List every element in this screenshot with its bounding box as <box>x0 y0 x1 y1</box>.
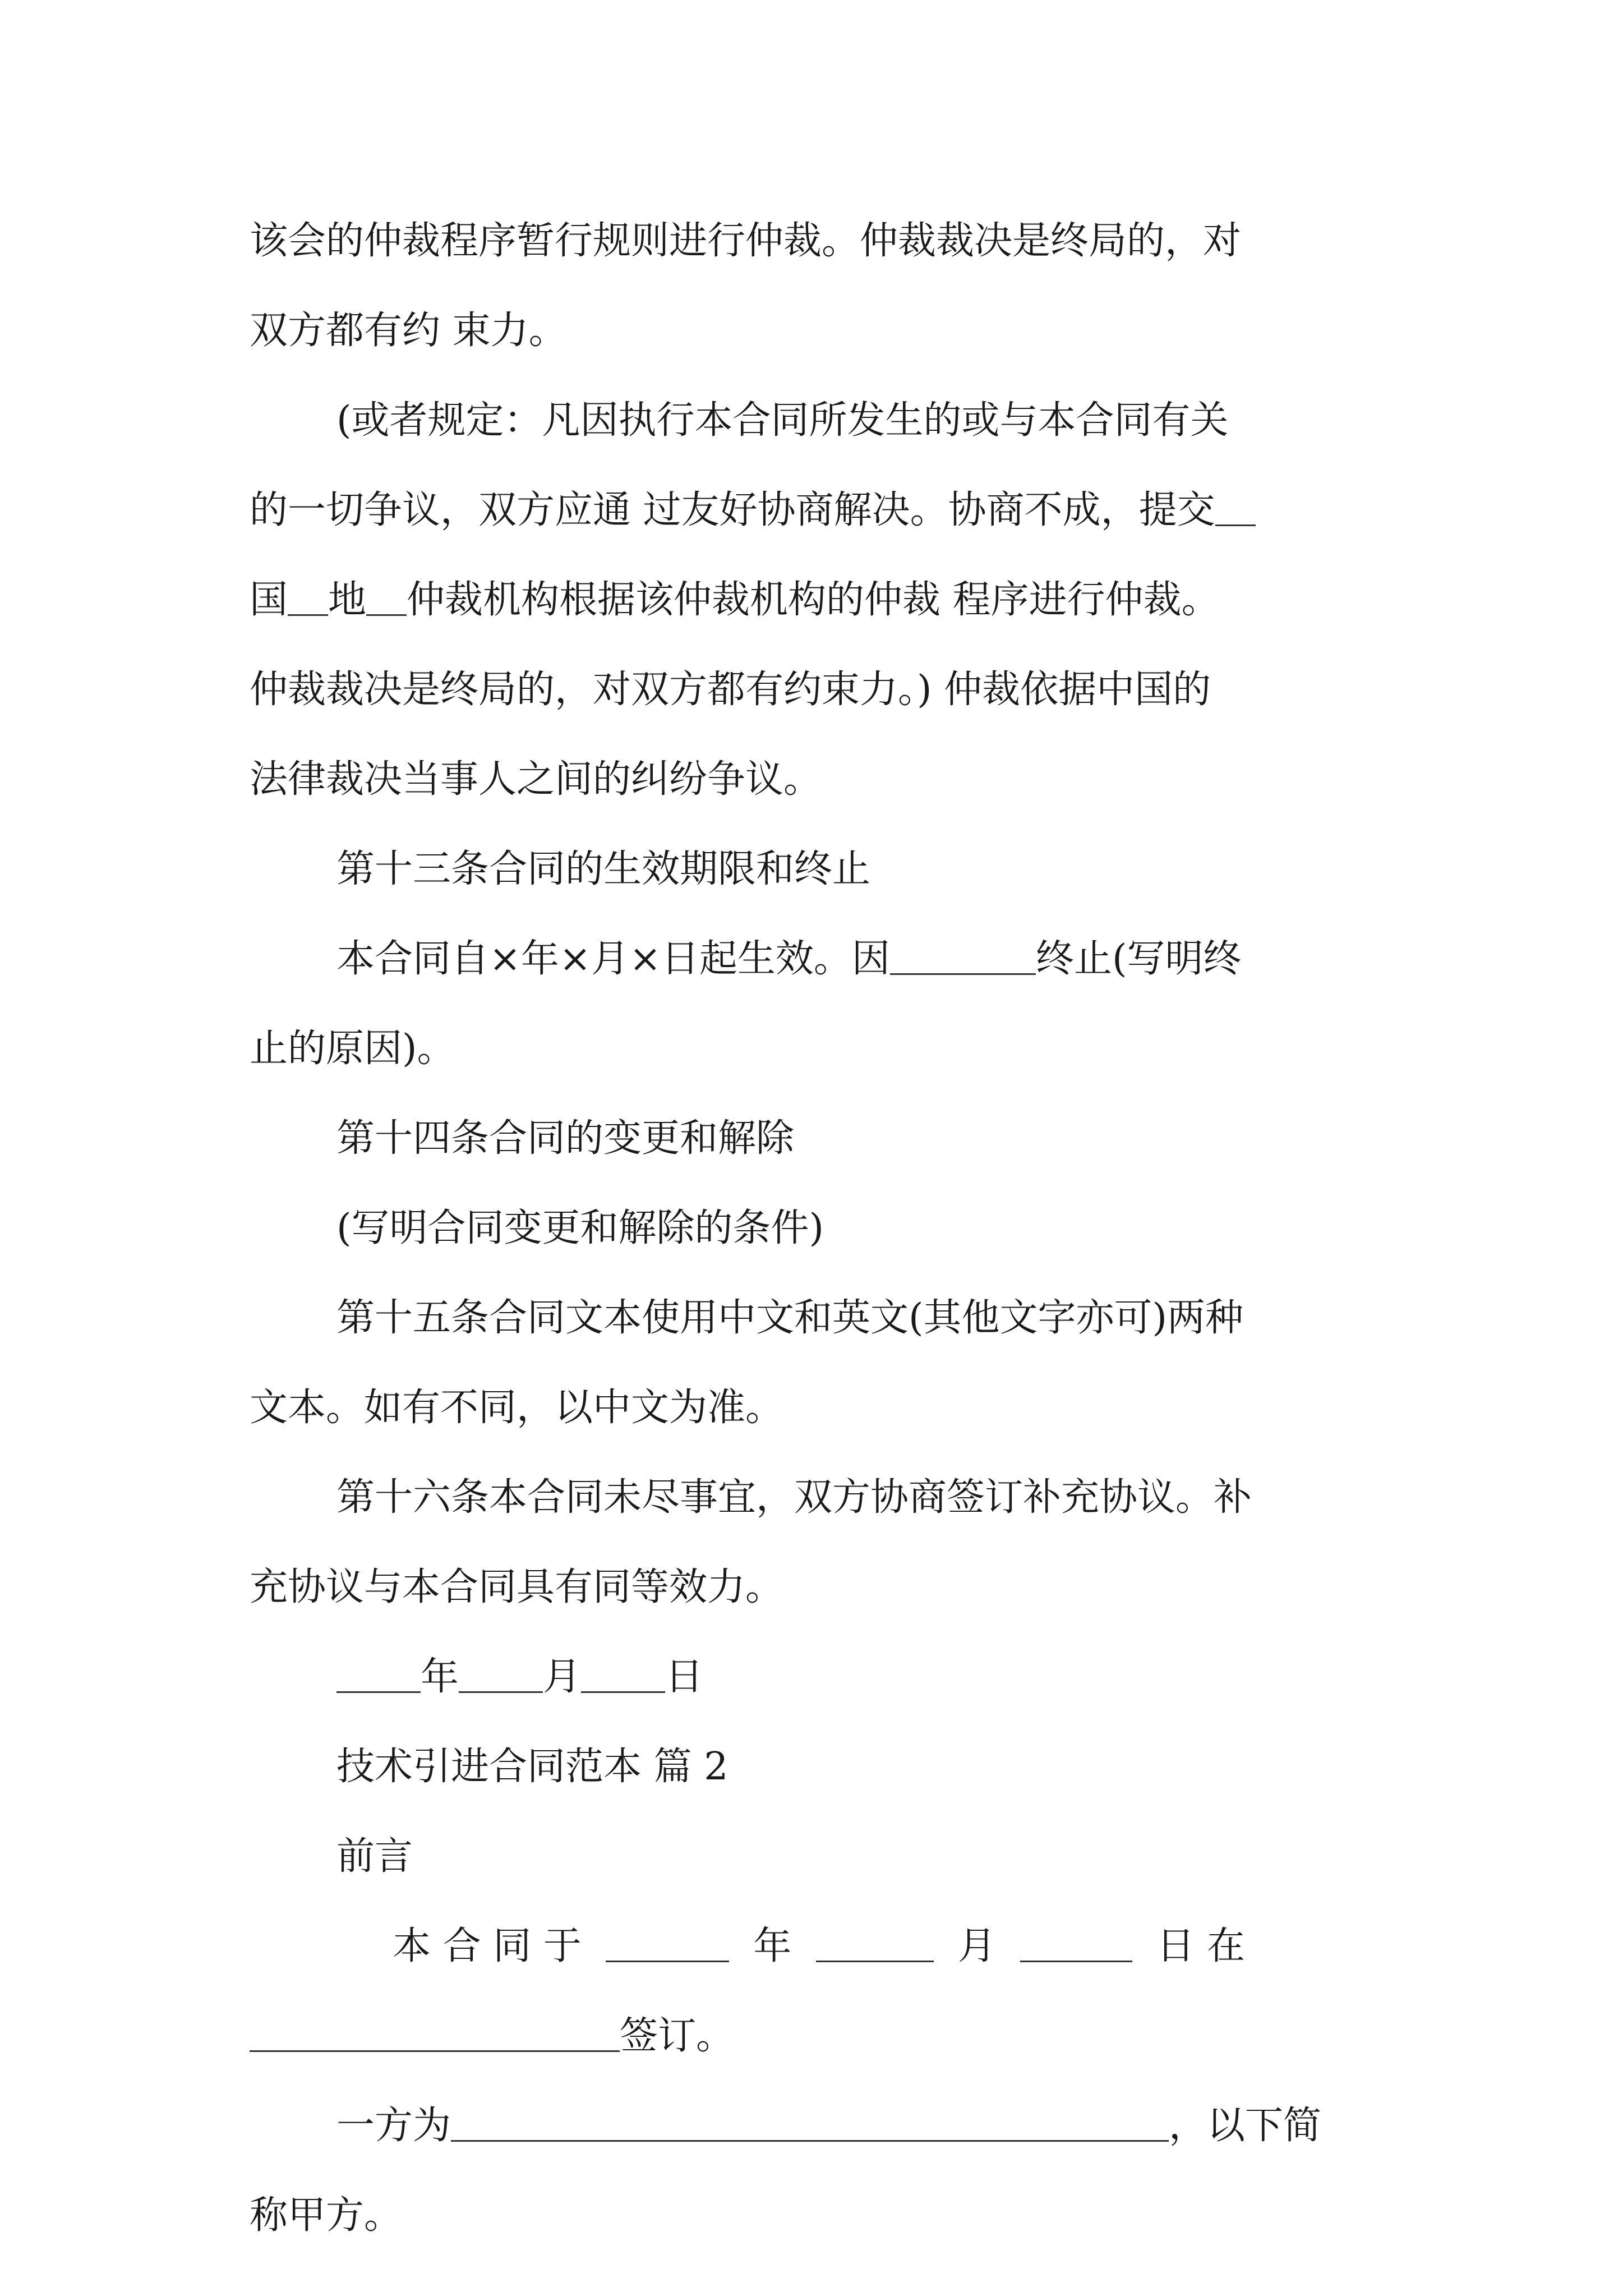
paragraph-line <box>336 1285 1243 1352</box>
text-segment: 年 <box>421 1655 459 1699</box>
text-segment: 仲裁裁决是终局的，对双方都有约束力。) 仲裁依据中国的 <box>250 668 1211 712</box>
text-segment: 技术引进合同范本 篇 2 <box>336 1745 728 1789</box>
document-title <box>336 1733 728 1801</box>
text-segment: ，以下简 <box>1169 2104 1322 2148</box>
text-segment: 第十五条合同文本使用中文和英文(其他文字亦可)两种 <box>336 1296 1244 1340</box>
section-heading <box>336 1105 794 1172</box>
blank-underline <box>581 1689 665 1693</box>
text-segment: (或者规定：凡因执行本合同所发生的或与本合同有关 <box>336 398 1229 443</box>
text-segment: 日 <box>665 1655 704 1699</box>
section-heading <box>336 836 870 903</box>
paragraph-line <box>250 2003 734 2070</box>
paragraph-line <box>336 1195 824 1262</box>
blank-underline <box>1215 522 1256 526</box>
blank-underline <box>1020 1958 1132 1962</box>
paragraph-line <box>250 297 567 365</box>
blank-underline <box>366 612 407 616</box>
blank-underline <box>890 971 1036 975</box>
paragraph-line <box>250 746 822 813</box>
text-segment: 日 在 <box>1156 1924 1245 1968</box>
text-segment: 法律裁决当事人之间的纠纷争议。 <box>250 757 822 802</box>
paragraph-line <box>250 1015 455 1083</box>
paragraph-line <box>250 1554 783 1621</box>
paragraph-line <box>336 387 1229 454</box>
blank-underline <box>451 2138 1169 2142</box>
text-segment: 仲裁机构根据该仲裁机构的仲裁 程序进行仲裁。 <box>407 578 1220 622</box>
text-segment: 终止(写明终 <box>1035 937 1242 981</box>
blank-underline <box>250 2048 620 2052</box>
text-segment: 国 <box>250 578 288 622</box>
paragraph-line <box>250 477 1256 544</box>
text-segment: 文本。如有不同，以中文为准。 <box>250 1386 784 1430</box>
paragraph-line <box>250 567 1220 634</box>
text-segment: 本 合 同 于 <box>393 1924 582 1968</box>
blank-underline <box>336 1689 421 1693</box>
text-segment: 该会的仲裁程序暂行规则进行仲裁。仲裁裁决是终局的，对 <box>250 219 1242 263</box>
paragraph-line <box>393 1913 1245 1980</box>
text-segment: 月 <box>543 1655 582 1699</box>
text-segment: 年 <box>753 1924 792 1968</box>
text-segment: 称甲方。 <box>250 2193 403 2238</box>
text-segment: 双方都有约 束力。 <box>250 309 567 353</box>
blank-underline <box>816 1958 934 1962</box>
text-segment: (写明合同变更和解除的条件) <box>336 1206 824 1250</box>
paragraph-line <box>250 2182 402 2249</box>
text-segment: 止的原因)。 <box>250 1027 455 1071</box>
text-segment: 地 <box>328 578 367 622</box>
text-segment: 月 <box>957 1924 996 1968</box>
text-segment: 前言 <box>336 1834 413 1879</box>
blank-underline <box>288 612 328 616</box>
blank-underline <box>459 1689 543 1693</box>
paragraph-line <box>250 208 1241 275</box>
text-segment: 的一切争议，双方应通 过友好协商解决。协商不成，提交 <box>250 488 1215 532</box>
text-segment: 充协议与本合同具有同等效力。 <box>250 1565 784 1609</box>
text-segment: 本合同自×年×月×日起生效。因 <box>336 937 890 981</box>
paragraph-line <box>250 1374 783 1442</box>
section-heading <box>336 1823 413 1890</box>
paragraph-line <box>336 1464 1252 1531</box>
blank-underline <box>606 1958 729 1962</box>
paragraph-line <box>250 656 1211 724</box>
paragraph-line <box>336 926 1241 993</box>
text-segment: 第十四条合同的变更和解除 <box>336 1116 795 1161</box>
text-segment: 一方为 <box>336 2104 451 2148</box>
date-line <box>336 1644 703 1711</box>
text-segment: 第十六条本合同未尽事宜，双方协商签订补充协议。补 <box>336 1475 1252 1520</box>
text-segment: 签订。 <box>620 2014 735 2058</box>
text-segment: 第十三条合同的生效期限和终止 <box>336 847 871 891</box>
paragraph-line <box>336 2092 1321 2160</box>
